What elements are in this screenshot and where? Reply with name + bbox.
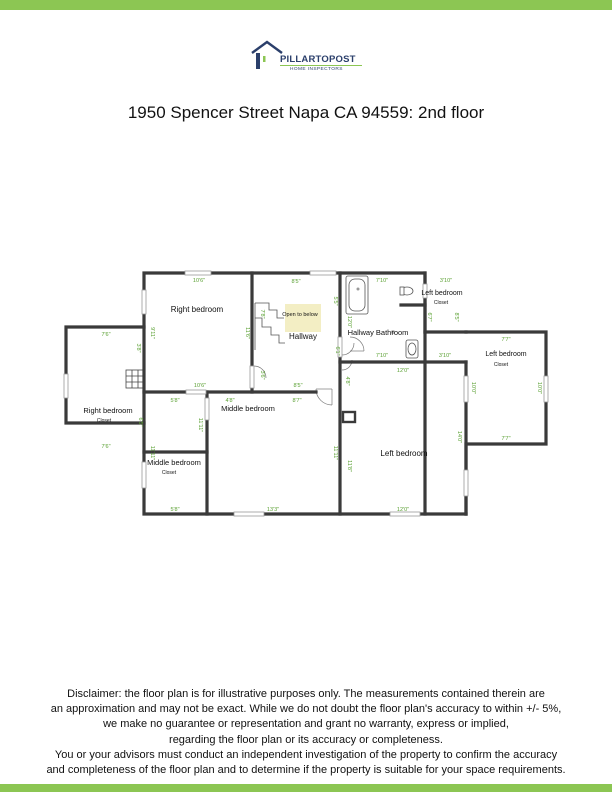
dimension-label: 11'11": [197, 417, 203, 433]
dimension-label: 10'6": [193, 383, 207, 389]
room-label-left-bedroom-main: Left bedroom: [380, 449, 428, 458]
logo-name-pillar: PILLAR: [280, 54, 316, 65]
room-label-left-bedroom-top: Left bedroom: [421, 290, 463, 297]
dimension-label: 7'8": [259, 309, 265, 319]
dimension-label: 10'6": [192, 278, 206, 284]
dimension-label: 7'10": [375, 278, 389, 284]
dimension-label: 5'8": [170, 398, 180, 404]
dimension-label: 3'10": [438, 353, 452, 359]
dimension-label: 7'10": [375, 353, 389, 359]
room-label-right-bedroom: Right bedroom: [170, 305, 224, 314]
room-label-left-closet-top: Closet: [433, 300, 449, 306]
disclaimer-line: and completeness of the floor plan and to determine if the property is suitable for your space requirements.: [46, 764, 566, 777]
dimension-label: 6'5": [137, 417, 143, 427]
dimension-label: 8'5": [293, 383, 303, 389]
logo-name-to: TO: [315, 54, 329, 65]
room-label-hallway: Hallway: [288, 332, 318, 341]
dimension-label: 3'8": [135, 343, 141, 353]
dimension-label: 7'7": [501, 337, 511, 343]
dimension-label: 8'7": [292, 398, 302, 404]
room-label-middle-closet-bedroom: Middle bedroom: [147, 458, 201, 467]
dimension-label: 11'6": [244, 327, 250, 339]
dimension-label: 7'7": [501, 436, 511, 442]
dimension-label: 12'0": [396, 368, 410, 374]
dimension-label: 12'0": [396, 507, 410, 513]
page-title: 1950 Spencer Street Napa CA 94559: 2nd floor: [127, 103, 485, 122]
dimension-label: 13'3": [266, 507, 280, 513]
dimension-label: 8'5": [453, 312, 459, 322]
disclaimer-line: Disclaimer: the floor plan is for illustrative purposes only. The measurements contained therein are: [67, 688, 545, 700]
room-label-open-to-below: Open to below: [282, 312, 318, 318]
dimension-label: 11'8": [346, 460, 352, 472]
dimension-label: 4'8": [225, 398, 235, 404]
logo-name-post: POST: [328, 54, 356, 65]
room-label-right-bedroom-small: Right bedroom: [83, 406, 133, 415]
room-label-middle-closet: Closet: [161, 470, 177, 476]
bottom-accent-bar: [0, 784, 612, 792]
dimension-label: 6'1": [334, 346, 340, 356]
dimension-label: 8'5": [291, 279, 301, 285]
dimension-label: 6'7": [426, 312, 432, 322]
disclaimer-line: regarding the floor plan or its accuracy or completeness.: [169, 733, 443, 746]
dimension-label: 7'6": [101, 332, 111, 338]
dimension-label: 11'11": [149, 445, 155, 461]
disclaimer: [0, 687, 612, 778]
dimension-label: 9'11": [149, 327, 155, 339]
room-label-right-closet: Closet: [96, 418, 112, 424]
room-label-hallway-bathroom: Hallway Bathroom: [347, 328, 409, 337]
dimension-label: 5'5": [332, 296, 338, 306]
dimension-label: 4'8": [344, 376, 350, 386]
logo-tagline: HOME INSPECTORS: [290, 67, 343, 72]
open-to-below-area: [285, 304, 321, 332]
dimension-label: 14'0": [456, 430, 462, 444]
dimension-label: 3'10": [439, 278, 453, 284]
disclaimer-line: we make no guarantee or representation and grant no warranty, express or implied,: [103, 718, 509, 731]
dimension-label: 3'6": [259, 370, 265, 380]
dimension-label: 5'8": [170, 507, 180, 513]
disclaimer-line: an approximation and may not be exact. While we do not doubt the floor plan's accuracy to within +/- 5%,: [50, 703, 562, 716]
room-label-left-closet-right: Closet: [493, 362, 509, 368]
dimension-label: 10'0": [470, 381, 476, 395]
dimension-label: 7'6": [101, 444, 111, 450]
dimension-label: 10'0": [536, 381, 542, 395]
room-label-middle-bedroom: Middle bedroom: [221, 404, 275, 413]
disclaimer-line: You or your advisors must conduct an independent investigation of the property to confirm the accuracy: [54, 748, 558, 761]
room-label-left-bedroom-right: Left bedroom: [485, 351, 527, 358]
dimension-label: 12'0": [346, 315, 352, 329]
dimension-label: 11'11": [332, 445, 338, 461]
